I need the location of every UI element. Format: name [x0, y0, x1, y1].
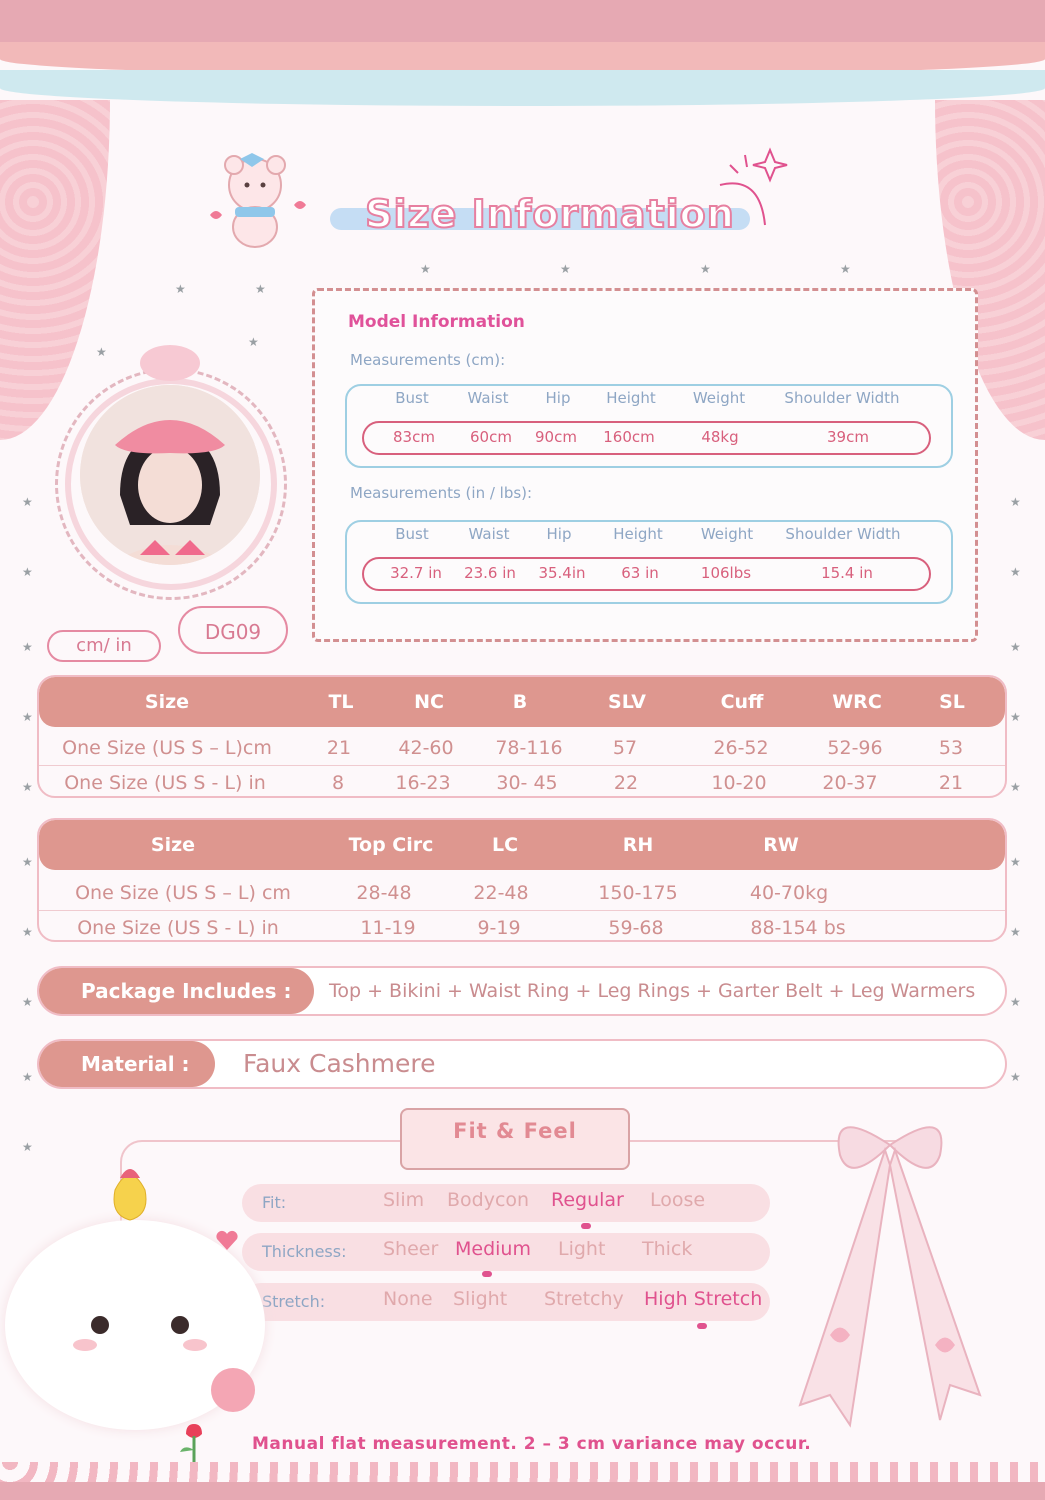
selected-indicator — [697, 1323, 707, 1329]
model-cm-shoulder-width: 39cm — [827, 428, 869, 446]
package-includes-value: Top + Bikini + Waist Ring + Leg Rings + Garter Belt + Leg Warmers — [329, 980, 976, 1002]
model-in-height: 63 in — [621, 564, 659, 582]
stretch-option-none: None — [383, 1288, 433, 1310]
star-icon: ★ — [22, 925, 33, 939]
model-information-title: Model Information — [348, 312, 525, 332]
bear-mascot-icon — [200, 145, 310, 255]
row-rh: 150-175 — [598, 882, 678, 904]
blue-frill-decoration — [0, 70, 1045, 106]
star-icon: ★ — [1010, 995, 1021, 1009]
header-b: B — [512, 691, 528, 713]
material-bar — [37, 1039, 1007, 1089]
sparkle-icon — [710, 145, 800, 240]
header-size: Size — [144, 691, 190, 713]
star-icon: ★ — [22, 710, 33, 724]
fit-option-bodycon: Bodycon — [447, 1189, 530, 1211]
model-header-weight: Weight — [700, 525, 754, 543]
thickness-option-sheer: Sheer — [383, 1238, 439, 1260]
package-includes-label: Package Includes : — [39, 968, 314, 1014]
model-header-height: Height — [606, 389, 656, 407]
row-lc: 22-48 — [473, 882, 529, 904]
chick-strawberry-icon — [100, 1160, 160, 1230]
unit-tag: cm/ in — [47, 630, 161, 662]
star-icon: ★ — [22, 995, 33, 1009]
row-nc: 16-23 — [395, 772, 451, 794]
selected-indicator — [581, 1223, 591, 1229]
star-icon: ★ — [22, 1070, 33, 1084]
model-header-hip: Hip — [545, 389, 571, 407]
header-top-circ: Top Circ — [348, 834, 434, 856]
model-header-shoulder-width: Shoulder Width — [784, 389, 900, 407]
row-slv: 57 — [612, 737, 638, 759]
model-header-waist: Waist — [468, 525, 510, 543]
bottom-border-band — [0, 1482, 1045, 1500]
model-cm-height: 160cm — [603, 428, 655, 446]
header-rh: RH — [622, 834, 654, 856]
row-top-circ: 28-48 — [356, 882, 412, 904]
model-in-shoulder-width: 15.4 in — [821, 564, 873, 582]
stretch-row — [242, 1283, 770, 1321]
fit-option-regular-selected: Regular — [551, 1189, 624, 1211]
header-sl: SL — [939, 691, 965, 713]
star-icon: ★ — [22, 495, 33, 509]
model-in-weight: 106lbs — [700, 564, 752, 582]
row-lc: 9-19 — [477, 917, 521, 939]
model-cm-waist: 60cm — [470, 428, 512, 446]
bow-decoration — [140, 345, 200, 381]
header-rw: RW — [763, 834, 799, 856]
selected-indicator — [482, 1271, 492, 1277]
stretch-option-slight: Slight — [453, 1288, 508, 1310]
model-in-hip: 35.4in — [538, 564, 586, 582]
star-icon: ★ — [420, 262, 431, 276]
model-header-weight: Weight — [692, 389, 746, 407]
header-cuff: Cuff — [720, 691, 764, 713]
model-header-bust: Bust — [395, 389, 429, 407]
star-icon: ★ — [22, 1140, 33, 1154]
star-icon: ★ — [1010, 1070, 1021, 1084]
star-icon: ★ — [840, 262, 851, 276]
thickness-row — [242, 1233, 770, 1271]
star-icon: ★ — [96, 345, 107, 359]
row-cuff: 26-52 — [713, 737, 769, 759]
row-rh: 59-68 — [608, 917, 664, 939]
measurement-note: Manual flat measurement. 2 – 3 cm variance may occur. — [252, 1434, 812, 1454]
measurements-in-label: Measurements (in / lbs): — [350, 484, 533, 502]
model-header-hip: Hip — [546, 525, 572, 543]
left-curtain-decoration — [0, 100, 110, 440]
model-cm-weight: 48kg — [701, 428, 739, 446]
size-table-top — [37, 675, 1007, 798]
row-rw: 40-70kg — [749, 882, 829, 904]
thickness-label: Thickness: — [262, 1242, 347, 1261]
size-table-top-header — [39, 677, 1005, 727]
star-icon: ★ — [1010, 780, 1021, 794]
row-tl: 21 — [326, 737, 352, 759]
stretch-label: Stretch: — [262, 1292, 326, 1311]
star-icon: ★ — [1010, 565, 1021, 579]
material-value: Faux Cashmere — [243, 1049, 436, 1078]
thickness-option-medium-selected: Medium — [455, 1238, 531, 1260]
row-b: 78-116 — [495, 737, 563, 759]
row-size: One Size (US S - L) in — [77, 917, 279, 939]
row-slv: 22 — [613, 772, 639, 794]
model-cm-hip: 90cm — [535, 428, 577, 446]
row-b: 30- 45 — [496, 772, 558, 794]
top-border-band — [0, 0, 1045, 45]
row-size: One Size (US S – L)cm — [62, 737, 272, 759]
model-header-waist: Waist — [467, 389, 509, 407]
model-header-bust: Bust — [395, 525, 429, 543]
star-icon: ★ — [1010, 925, 1021, 939]
model-header-shoulder-width: Shoulder Width — [785, 525, 901, 543]
thickness-option-thick: Thick — [642, 1238, 693, 1260]
row-rw: 88-154 bs — [750, 917, 846, 939]
product-code-tag: DG09 — [178, 606, 288, 654]
row-top-circ: 11-19 — [360, 917, 416, 939]
star-icon: ★ — [700, 262, 711, 276]
fit-option-loose: Loose — [650, 1189, 706, 1211]
measurements-cm-label: Measurements (cm): — [350, 351, 506, 369]
fit-label: Fit: — [262, 1193, 287, 1212]
row-nc: 42-60 — [398, 737, 454, 759]
stretch-option-high-stretch-selected: High Stretch — [644, 1288, 763, 1310]
model-in-waist: 23.6 in — [464, 564, 516, 582]
star-icon: ★ — [22, 855, 33, 869]
table-row — [39, 731, 1005, 765]
model-cm-bust: 83cm — [393, 428, 435, 446]
row-wrc: 52-96 — [827, 737, 883, 759]
stretch-option-stretchy: Stretchy — [544, 1288, 624, 1310]
row-size: One Size (US S - L) in — [64, 772, 266, 794]
row-sl: 53 — [938, 737, 964, 759]
header-wrc: WRC — [832, 691, 882, 713]
star-icon: ★ — [22, 640, 33, 654]
fit-option-slim: Slim — [383, 1189, 425, 1211]
star-icon: ★ — [175, 282, 186, 296]
thickness-option-light: Light — [558, 1238, 606, 1260]
header-nc: NC — [414, 691, 444, 713]
star-icon: ★ — [1010, 855, 1021, 869]
bottom-lace-decoration — [0, 1462, 1045, 1482]
star-icon: ★ — [255, 282, 266, 296]
row-sl: 21 — [938, 772, 964, 794]
star-icon: ★ — [1010, 640, 1021, 654]
heart-icon — [215, 1230, 239, 1252]
model-photo — [80, 385, 260, 565]
package-includes-bar — [37, 966, 1007, 1016]
star-icon: ★ — [1010, 495, 1021, 509]
star-icon: ★ — [248, 335, 259, 349]
header-size: Size — [150, 834, 196, 856]
row-wrc: 20-37 — [822, 772, 878, 794]
model-in-bust: 32.7 in — [390, 564, 442, 582]
header-lc: LC — [491, 834, 519, 856]
fit-row — [242, 1184, 770, 1222]
star-icon: ★ — [22, 780, 33, 794]
flower-icon — [172, 1418, 216, 1464]
row-cuff: 10-20 — [711, 772, 767, 794]
page-title: Size Information — [365, 192, 735, 236]
row-size: One Size (US S – L) cm — [75, 882, 291, 904]
table-row — [39, 765, 1005, 798]
ribbon-bow-decoration — [790, 1105, 990, 1435]
star-icon: ★ — [560, 262, 571, 276]
header-tl: TL — [328, 691, 354, 713]
size-table-bottom-header — [39, 820, 1005, 870]
header-slv: SLV — [608, 691, 646, 713]
star-icon: ★ — [1010, 710, 1021, 724]
row-tl: 8 — [331, 772, 345, 794]
table-row — [39, 910, 1005, 942]
model-header-height: Height — [613, 525, 663, 543]
size-table-bottom — [37, 818, 1007, 942]
fit-feel-title: Fit & Feel — [400, 1108, 630, 1170]
star-icon: ★ — [22, 565, 33, 579]
material-label: Material : — [39, 1041, 215, 1087]
table-row — [39, 876, 1005, 910]
